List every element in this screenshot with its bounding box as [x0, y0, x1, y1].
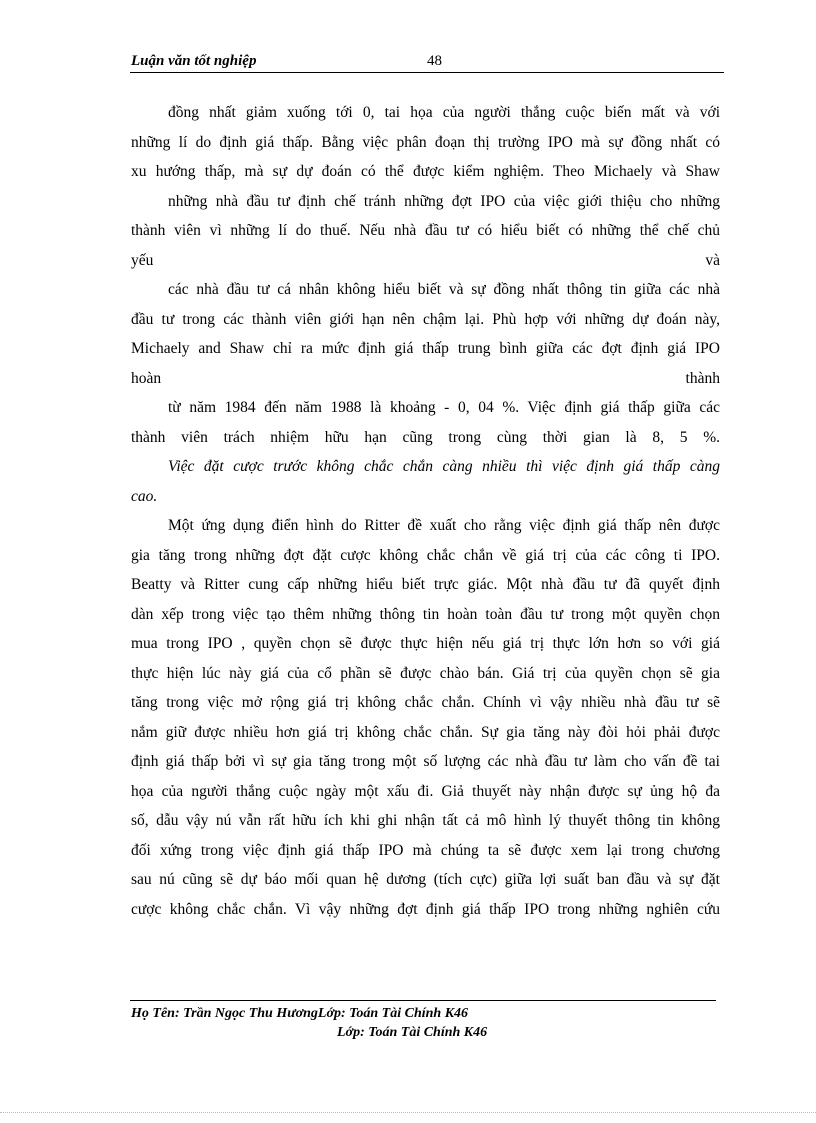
text-line: xu hướng thấp, mà sự dự đoán có thể được kiểm nghiệm. Theo Michaely và Shaw: [131, 163, 720, 180]
footer-divider: [130, 1000, 716, 1001]
italic-heading-line: Việc đặt cược trước không chắc chắn càng nhiều thì việc định giá thấp càng: [168, 458, 720, 475]
body-text: [131, 98, 720, 924]
text-line: thành viên trách nhiệm hữu hạn cũng trong cùng thời gian là 8, 5 %.: [131, 428, 720, 446]
text-line: đầu tư trong các thành viên giới hạn nên chậm lại. Phù hợp với những dự đoán này,: [131, 310, 720, 328]
text-line: nắm giữ được nhiều hơn giá trị không chắc chắn. Sự gia tăng này đòi hỏi phải được: [131, 723, 720, 741]
text-line: đối xứng trong việc định giá thấp IPO mà chúng ta sẽ được xem lại trong chương: [131, 841, 720, 859]
text-line: họa của người thắng cuộc ngày một xấu đi. Giả thuyết này nhận được sự ủng hộ đa: [131, 782, 720, 800]
text-line: đồng nhất giảm xuống tới 0, tai họa của người thắng cuộc biến mất và với: [168, 104, 720, 121]
text-line: gia tăng trong những đợt đặt cược không chắc chắn về giá trị của các công ti IPO.: [131, 546, 720, 564]
text-line: mua trong IPO , quyền chọn sẽ được thực hiện nếu giá trị thực lớn hơn so với giá: [131, 635, 720, 652]
text-line: cược không chắc chắn. Vì vậy những đợt định giá thấp IPO trong những nghiên cứu: [131, 900, 720, 918]
footer-author-class: Họ Tên: Trần Ngọc Thu HươngLớp: Toán Tài Chính K46: [131, 1006, 469, 1021]
text-line: Michaely and Shaw chỉ ra mức định giá thấp trung bình giữa các đợt định giá IPO: [131, 340, 720, 357]
footer-class: Lớp: Toán Tài Chính K46: [337, 1025, 488, 1040]
text-line: yếu và: [131, 251, 720, 269]
text-line: sau nú cũng sẽ dự báo mối quan hệ dương (tích cực) giữa lợi suất ban đầu và sự đặt: [131, 871, 720, 888]
text-line: dàn xếp trong việc tạo thêm những thông tin hoàn toàn đầu tư trong một quyền chọn: [131, 605, 720, 623]
text-line: từ năm 1984 đến năm 1988 là khoảng - 0, 04 %. Việc định giá thấp giữa các: [168, 399, 720, 416]
text-line: tăng trong việc mở rộng giá trị không chắc chắn. Chính vì vậy nhiều nhà đầu tư sẽ: [131, 694, 720, 711]
text-line: hoàn thành: [131, 369, 720, 387]
text-line: những lí do định giá thấp. Bằng việc phân đoạn thị trường IPO mà sự đồng nhất có: [131, 133, 720, 151]
text-line: các nhà đầu tư cá nhân không hiểu biết và sự đồng nhất thông tin giữa các nhà: [168, 281, 720, 298]
text-line: thực hiện lúc này giá của cổ phần sẽ được chào bán. Giá trị của quyền chọn sẽ gia: [131, 664, 720, 682]
text-line: Beatty và Ritter cung cấp những hiểu biết trực giác. Một nhà đầu tư đã quyết định: [131, 576, 720, 593]
italic-heading-line: cao.: [131, 487, 158, 505]
text-line: thành viên vì những lí do thuế. Nếu nhà đầu tư có hiểu biết có những thể chế chủ: [131, 222, 720, 239]
document-title: Luận văn tốt nghiệp: [131, 53, 257, 69]
page-number: 48: [427, 53, 442, 69]
text-line: những nhà đầu tư định chế tránh những đợt IPO của việc giới thiệu cho những: [168, 192, 720, 210]
text-line: Một ứng dụng điển hình do Ritter đề xuất cho rằng việc định giá thấp nên được: [168, 517, 720, 534]
text-line: định giá thấp bởi vì sự gia tăng trong một số lượng các nhà đầu tư làm cho vấn đề tai: [131, 753, 720, 770]
page-break-line: [0, 1112, 816, 1113]
header-divider: [130, 72, 724, 73]
text-line: số, dẫu vậy nú vẫn rất hữu ích khi ghi nhận tất cả mô hình lý thuyết thông tin không: [131, 812, 720, 829]
